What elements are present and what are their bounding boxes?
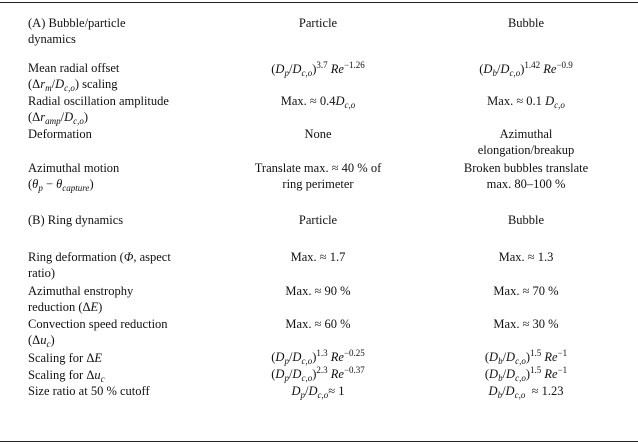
row-value-particle: $(D_p/D_{c,o})^{2.3}$ $Re^{-0.37}$ bbox=[271, 365, 365, 383]
row-label: Radial oscillation amplitude bbox=[28, 94, 169, 108]
row-label: Scaling for $\Delta u_c$ bbox=[28, 368, 105, 384]
section-a-title-line2: dynamics bbox=[28, 32, 76, 46]
row-label-math: $(\theta_p - \theta_{capture})$ bbox=[28, 177, 94, 193]
row-value-particle: Max. ≈ $0.4D_{c,o}$ bbox=[280, 94, 356, 110]
row-value-bubble: $(D_b/D_{c,o})^{1.5}$ $Re^{-1}$ bbox=[484, 348, 568, 366]
row-label: Deformation bbox=[28, 127, 92, 141]
table-bottom-rule bbox=[0, 441, 638, 442]
section-b-title: (B) Ring dynamics bbox=[28, 213, 124, 227]
row-label: Scaling for ΔE bbox=[28, 351, 102, 365]
row-value-bubble-line2: max. 80–100 % bbox=[486, 177, 566, 191]
row-value-bubble: Max. ≈ 70 % bbox=[493, 284, 559, 298]
row-value-particle-line2: ring perimeter bbox=[282, 177, 354, 191]
row-label: Azimuthal motion bbox=[28, 161, 120, 175]
row-value-particle: Max. ≈ 60 % bbox=[285, 317, 351, 331]
row-value-particle: Translate max. ≈ 40 % of bbox=[254, 161, 382, 175]
row-label-math: reduction (ΔE) bbox=[28, 300, 103, 314]
row-value-particle: Max. ≈ 90 % bbox=[285, 284, 351, 298]
row-label-math: $(\Delta r_m/D_{c,o})$ scaling bbox=[28, 77, 118, 93]
row-label-math: $(\Delta r_{amp}/D_{c,o})$ bbox=[28, 110, 89, 126]
section-b-particle-header: Particle bbox=[298, 213, 338, 227]
row-value-bubble: Broken bubbles translate bbox=[463, 161, 589, 175]
row-label: Mean radial offset bbox=[28, 61, 120, 75]
row-label: Ring deformation (Φ, aspect bbox=[28, 250, 171, 264]
row-value-bubble: Max. ≈ 0.1 $D_{c,o}$ bbox=[487, 94, 565, 110]
row-value-particle: $(D_p/D_{c,o})^{1.3}$ $Re^{-0.25}$ bbox=[271, 348, 365, 366]
section-a-particle-header: Particle bbox=[298, 16, 338, 30]
table-top-rule bbox=[0, 2, 638, 3]
section-b-bubble-header: Bubble bbox=[507, 213, 545, 227]
section-a-bubble-header: Bubble bbox=[507, 16, 545, 30]
row-value-bubble: Max. ≈ 1.3 bbox=[498, 250, 554, 264]
row-label: Size ratio at 50 % cutoff bbox=[28, 384, 150, 398]
row-value-bubble: Azimuthal bbox=[499, 127, 553, 141]
row-value-bubble: Max. ≈ 30 % bbox=[493, 317, 559, 331]
section-a-title: (A) Bubble/particle bbox=[28, 16, 126, 30]
row-label-math: $(\Delta u_c)$ bbox=[28, 333, 55, 349]
row-label-line2: ratio) bbox=[28, 266, 56, 280]
row-value-particle: $D_p/D_{c,o}\approx 1$ bbox=[291, 384, 345, 400]
row-value-particle: None bbox=[304, 127, 332, 141]
row-value-bubble: $(D_b/D_{c,o})^{1.5}$ $Re^{-1}$ bbox=[484, 365, 568, 383]
row-value-particle: $(D_p/D_{c,o})^{3.7}$ $Re^{-1.26}$ bbox=[271, 60, 365, 78]
row-value-bubble: $(D_b/D_{c,o})^{1.42}$ $Re^{-0.9}$ bbox=[479, 60, 573, 78]
row-label: Azimuthal enstrophy bbox=[28, 284, 134, 298]
row-value-particle: Max. ≈ 1.7 bbox=[290, 250, 346, 264]
row-label: Convection speed reduction bbox=[28, 317, 168, 331]
row-value-bubble-line2: elongation/breakup bbox=[477, 143, 575, 157]
row-value-bubble: $D_b/D_{c,o} \approx 1.23$ bbox=[488, 384, 564, 400]
